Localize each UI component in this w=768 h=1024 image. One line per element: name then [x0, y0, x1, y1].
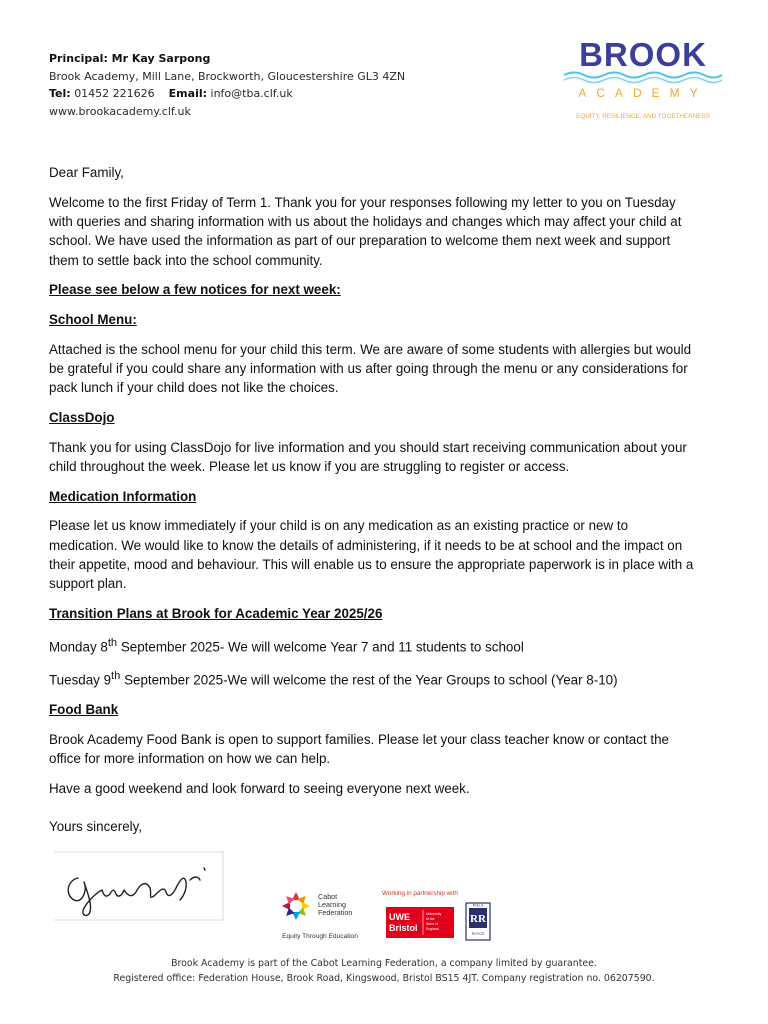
closing: Yours sincerely,: [49, 819, 143, 834]
svg-text:ROLLS: ROLLS: [472, 903, 484, 908]
svg-text:England: England: [426, 927, 439, 931]
weekend-paragraph: Have a good weekend and look forward to seeing everyone next week.: [49, 780, 470, 796]
logo-subtitle: ACADEMY: [578, 86, 708, 100]
menu-heading: School Menu:: [49, 311, 137, 327]
letterhead: [49, 50, 469, 120]
transition-monday-day: Monday 8: [49, 639, 108, 655]
cabot-learning-federation-logo: [268, 886, 372, 942]
logo-graphic: [560, 38, 726, 122]
transition-tuesday-suffix: th: [111, 669, 121, 682]
svg-text:UWE: UWE: [389, 912, 410, 922]
logo-tagline: EQUITY, RESILIENCE, AND TOGETHERNESS: [576, 113, 710, 120]
cabot-line2: Learning: [318, 900, 346, 909]
transition-tuesday: [49, 667, 699, 690]
intro-paragraph: Welcome to the first Friday of Term 1. Thank you for your responses following my letter to you on Tuesday with queries and sharing information with us about the holidays and changes which may affect your child at school. We have used the information as part of our preparation to welcome them next week and support them to settle back into the school community.: [49, 194, 682, 268]
transition-monday: [49, 634, 699, 657]
footer-line1: Brook Academy is part of the Cabot Learning Federation, a company limited by guarantee.: [171, 958, 597, 969]
cabot-tagline: Equity Through Education: [282, 933, 358, 940]
partners-graphic: [382, 888, 494, 944]
footer-line2: Registered office: Federation House, Brook Road, Kingswood, Bristol BS15 4JT. Company registration no. 06207590.: [113, 972, 655, 984]
footer: [60, 957, 708, 986]
transition-tuesday-day: Tuesday 9: [49, 672, 112, 688]
cabot-line1: Cabot: [318, 892, 338, 901]
greeting: Dear Family,: [49, 165, 124, 180]
email-label: Email:: [168, 87, 208, 100]
foodbank-heading: Food Bank: [49, 701, 119, 717]
tel-label: Tel:: [49, 87, 71, 100]
transition-tuesday-text: September 2025-We will welcome the rest of the Year Groups to school (Year 8-10): [120, 672, 618, 688]
svg-text:West of: West of: [426, 922, 438, 926]
transition-heading: Transition Plans at Brook for Academic Year 2025/26: [49, 605, 383, 621]
signature-image: [54, 850, 224, 922]
brook-academy-logo: [560, 38, 726, 122]
logo-wordmark: BROOK: [579, 38, 707, 73]
address-line: Brook Academy, Mill Lane, Brockworth, Gloucestershire GL3 4ZN: [49, 69, 406, 83]
svg-text:Bristol: Bristol: [389, 923, 418, 933]
contact-line: [49, 85, 469, 103]
cabot-logo-graphic: [268, 886, 372, 942]
letter-body: [49, 163, 699, 808]
svg-text:University: University: [426, 912, 442, 916]
svg-text:of the: of the: [426, 917, 435, 921]
svg-text:RR: RR: [470, 913, 486, 925]
transition-monday-suffix: th: [107, 636, 118, 649]
partner-logos: [382, 888, 494, 944]
medication-heading: Medication Information: [49, 488, 197, 504]
principal-line: [49, 50, 469, 68]
foodbank-paragraph: Brook Academy Food Bank is open to support families. Please let your class teacher know or contact the office for more information on how we can help.: [49, 731, 670, 766]
email-value: info@tba.clf.uk: [210, 87, 293, 100]
menu-paragraph: Attached is the school menu for your child this term. We are aware of some students with allergies but would be grateful if you could share any information with us after going through the menu or any considerations for pack lunch if your child does not like the choices.: [49, 341, 692, 396]
svg-text:ROYCE: ROYCE: [471, 932, 485, 936]
notices-heading: Please see below a few notices for next week:: [49, 282, 341, 298]
classdojo-paragraph: Thank you for using ClassDojo for live information and you should start receiving communication about your child throughout the week. Please let us know if you are struggling to register or access.: [49, 439, 687, 474]
signature-scrawl: [54, 850, 224, 922]
cabot-line3: Federation: [318, 908, 353, 917]
medication-paragraph: Please let us know immediately if your child is on any medication as an existing practice or new to medication. We would like to know the details of administering, if it needs to be at school and the impact on their appetite, mood and behaviour. This will enable us to ensure the appropriate paperwork is in place with a support plan.: [49, 518, 694, 592]
website-link[interactable]: www.brookacademy.clf.uk: [49, 104, 191, 118]
transition-monday-text: September 2025- We will welcome Year 7 and 11 students to school: [117, 639, 524, 655]
classdojo-heading: ClassDojo: [49, 409, 115, 425]
tel-value: 01452 221626: [74, 87, 155, 100]
partnership-label: Working in partnership with: [382, 890, 458, 897]
principal-name: Principal: Mr Kay Sarpong: [49, 52, 211, 65]
